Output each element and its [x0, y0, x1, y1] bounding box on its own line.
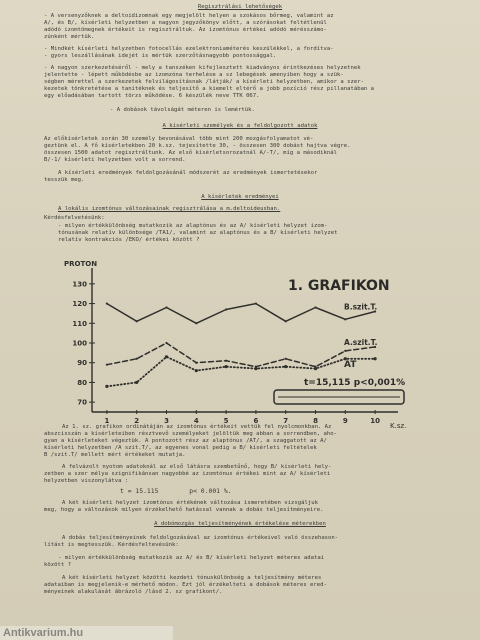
question-label: Kérdésfelvetésünk: — [44, 215, 105, 221]
text-line: Az 1. sz. grafikon ordinátáján az izomtónus értékeit vettük fel nyolcmonkban. Az — [62, 424, 332, 430]
text-line: Az előkísérletek során 30 személy bevonásával több mint 200 mozgásfolyamatot vé- — [44, 136, 314, 142]
data-point — [314, 367, 317, 370]
text-line: geztünk el. A fő kísérletekben 20 k.sz. tejesítette 30, - összesen 300 dobást hajtva végre. — [44, 143, 351, 149]
text-line: egy előadásában tartott törzs működése. 6 készülék neve TTK 067. — [44, 93, 260, 99]
x-tick-label: 1 — [104, 417, 110, 425]
y-tick-label: 130 — [72, 280, 87, 289]
data-point — [225, 308, 227, 310]
x-tick-label: 7 — [283, 417, 289, 425]
section-heading-throw-performance: A dobómozgás teljesítményének értékelése méterekben — [154, 521, 326, 527]
data-point — [344, 350, 346, 352]
section-heading-registration: Regisztrálási lehetőségek — [197, 4, 283, 10]
text-line: között ? — [44, 562, 71, 568]
text-line: kísérleti helyzetben /A szit.T/, az egyenes vonal pedig a B/ kísérleti feltételek — [44, 445, 317, 451]
x-tick-label: 9 — [342, 417, 348, 425]
data-point — [195, 322, 197, 324]
text-line: zúnként mértük. — [44, 34, 95, 40]
data-point — [106, 364, 108, 366]
data-point — [314, 306, 316, 308]
text-line: A két kísérleti helyzet közötti kezdeti tónuskülönbség a teljesítmény méteres — [62, 575, 322, 581]
text-line: ményeinek alakulását ábrázoló /lásd 2. sz grafikont/. — [44, 589, 223, 595]
subsection-heading-tonus: A lokális izomtónus változásainak regisztrálása a m.deltoideusban. — [58, 206, 281, 212]
y-tick-label: 90 — [77, 359, 87, 368]
x-tick-label: 4 — [193, 417, 199, 425]
data-point — [106, 302, 108, 304]
text-line: adataiban is megjelenik-e mérhető módon. Ezt jól érzékelteti a dobások méteres ered- — [44, 582, 327, 588]
section-heading-subjects: A kísérleti személyek és a feldolgozott adatok — [162, 123, 318, 129]
x-tick-label: 3 — [164, 417, 169, 425]
x-tick-label: 8 — [313, 417, 318, 425]
data-point — [344, 318, 346, 320]
data-point — [165, 355, 168, 358]
data-point — [195, 369, 198, 372]
text-line: zetben a szer mélya szignifikánsan nagyobbé az izomtónus értékei mint az A/ kísérleti — [44, 471, 331, 477]
data-point — [105, 385, 108, 388]
text-line: abszcisszán a kísérleteiben résztvevő személyeket jelöltük meg abban a sorrendben, aho- — [44, 431, 337, 437]
data-point — [136, 320, 138, 322]
chart-annotation: t=15,115 p<0,001% — [304, 378, 406, 388]
text-line: jelentette - lépett működésbe az izomzóna terhelése a sz lebegések amenyiben hogy a szük- — [44, 72, 344, 78]
text-line: kezetek tönkretétése a tanítéknek és teljesítő a kiemelt eltérő a jobb pozíció rész pillanatában a — [44, 86, 375, 92]
series-line-1 — [107, 302, 378, 324]
data-point — [255, 302, 257, 304]
x-tick-label: 10 — [370, 417, 380, 425]
text-line: B /szit.T/ mellett mért értékeket mutatja. — [44, 452, 186, 458]
chart-title: 1. GRAFIKON — [288, 278, 390, 294]
data-point — [225, 365, 228, 368]
text-line: - gyors leszállásának idejét is mértük szerzőtásnagyobb pontossággal. — [44, 53, 277, 59]
data-point — [136, 358, 138, 360]
text-line: gyan a kísérleteket végeztük. A pontozott rész az alaptónus /AT/, a szaggatott az A/ — [44, 438, 327, 444]
data-point — [165, 306, 167, 308]
text-line: adódó izomtömegnek értékeit is regisztráltuk. Az izomtónus értékei adódó mérésszámo- — [44, 27, 327, 33]
text-line: relatív kontrakciós /EKO/ értékei között ? — [58, 237, 200, 243]
x-tick-label: 5 — [223, 417, 229, 425]
y-tick-label: 70 — [77, 398, 87, 407]
text-line: A/, és B/, kísérleti helyzetben a nagyon jegyzőkönyv előtt, a szórásokat feltétlenül — [44, 20, 327, 26]
series-label: B.szit.T. — [344, 302, 378, 312]
statistic-result: t = 15.115 p< 0.001 %. — [120, 487, 232, 495]
text-line: - A versenyzőknek a deltoidizomnak egy megjelölt helyen a szokásos bőrmeg, valamint az — [44, 13, 334, 19]
text-line: tesszük meg. — [44, 177, 85, 183]
text-line: - A dobások távolságát méteren is lemértük. — [110, 107, 255, 113]
y-tick-label: 110 — [72, 319, 87, 328]
text-line: - milyen értékkülönbség mutatkozik az A/ és B/ kísérleti helyzet méteres adatai — [58, 555, 325, 561]
graph-1-svg — [60, 252, 420, 432]
x-tick-label: 2 — [134, 417, 140, 425]
text-line: - milyen értékkülönbség mutatkozik az alaptónus és az A/ kísérleti helyzet izom- — [58, 223, 328, 229]
chart-ylabel: PROTON — [64, 260, 98, 268]
data-point — [254, 367, 257, 370]
chart-xlabel: K.sz. — [390, 422, 407, 430]
data-point — [374, 357, 377, 360]
data-point — [285, 320, 287, 322]
text-line: A kísérleti eredmények feldolgozásánál módszerét az eredmények ismertetésekor — [58, 170, 318, 176]
text-line: A felvázolt nyotom adatoknál az első látásra szembetűnő, hogy B/ kísérleti hely- — [62, 464, 332, 470]
data-point — [195, 362, 197, 364]
text-line: meg, hogy a változások milyen érzékelhető hatással vannak a dobás teljesítményeire. — [44, 507, 324, 513]
graph-1 — [60, 252, 420, 432]
section-heading-results: A kísérletek eredményei — [201, 194, 279, 200]
y-tick-label: 120 — [72, 300, 87, 309]
watermark: Antikvarium.hu — [0, 626, 173, 640]
data-point — [165, 342, 167, 344]
text-line: helyzetben viszonylátva : — [44, 478, 129, 484]
text-line: összesen 1500 adatot regisztráltunk. Az első kísérletsorozatnál A/-T/, míg a másodiknál — [44, 150, 337, 156]
text-line: - Mindkét kísérleti helyzetben fotocellás ezelektroniaméterés keszülékkel, a fordítva- — [44, 46, 334, 52]
text-line: A két kísérleti helyzet izomtónus értékének változása ismeretében vizsgáljuk — [62, 500, 318, 506]
data-point — [135, 381, 138, 384]
data-point — [284, 365, 287, 368]
y-tick-label: 80 — [77, 378, 87, 387]
data-point — [225, 360, 227, 362]
text-line: tónusának relatív különbsége /TA1/, valamint az alaptónus és a B/ kísérleti helyzet — [58, 230, 338, 236]
text-line: - A nagyon szerkezetéséről - mely a tanszéken kifejlesztett kiadványos érintkezéses helyzetnek — [44, 65, 361, 71]
series-label: AT — [344, 359, 357, 370]
text-line: ségben mérettel a szerkezetek felvilágosításnak /látják/ a kísérleti helyzetben, amikor a szer- — [44, 79, 364, 85]
y-tick-label: 100 — [72, 339, 87, 348]
data-point — [285, 358, 287, 360]
series-label: A.szit.T. — [344, 337, 378, 347]
x-tick-label: 6 — [253, 417, 259, 425]
text-line: lítást is megtesszük. Kérdésfeltevésünk: — [44, 542, 179, 548]
text-line: A dobás teljesítményeinek feldolgozásával az izomtónus értékeivel való összehason- — [62, 535, 339, 541]
text-line: B/-1/ kísérleti helyzetben volt a sorrend. — [44, 157, 186, 163]
